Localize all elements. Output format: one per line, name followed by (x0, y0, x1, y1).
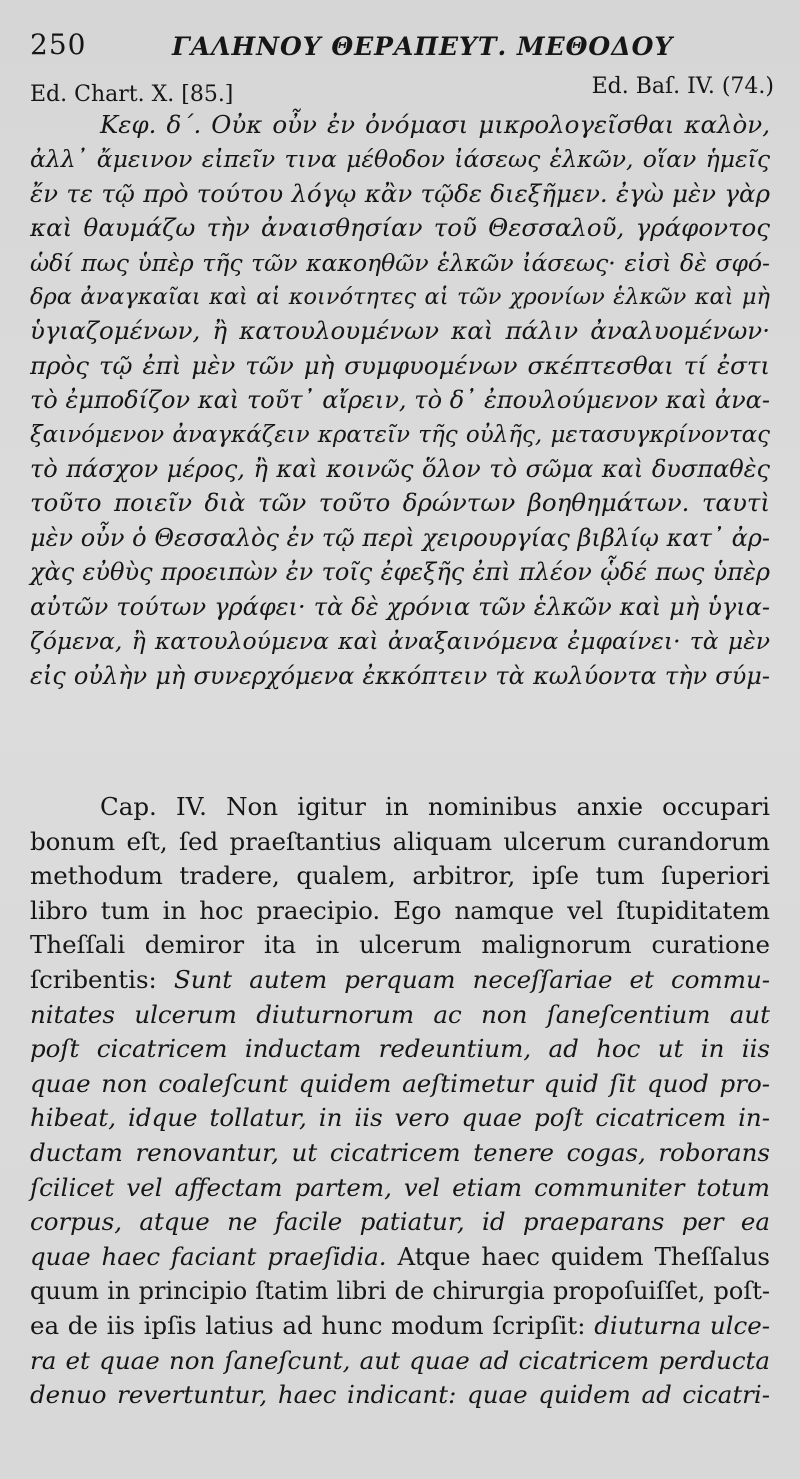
greek-text (30, 108, 770, 693)
latin-text (30, 790, 770, 1413)
greek-line: ὑγιαζομένων, ἢ κατουλουμένων καὶ πάλιν ἀναλυομένων· (30, 316, 770, 346)
edition-chartier: Ed. Chart. X. [85.] (30, 82, 234, 107)
page-number: 250 (30, 28, 87, 61)
latin-line: ſcilicet vel affectam partem, vel etiam communiter totum (30, 1172, 770, 1202)
greek-line: ξαινόμενον ἀναγκάζειν κρατεῖν τῆς οὐλῆς, μετασυγκρίνοντας (30, 421, 770, 448)
latin-line: corpus, atque ne facile patiatur, id praeparans per ea (30, 1207, 770, 1237)
latin-italic-segment: Sunt autem perquam neceſſariae et commu- (173, 964, 770, 994)
latin-line: nitates ulcerum diuturnorum ac non ſaneſcentium aut (30, 999, 770, 1029)
latin-roman-segment: ea de iis ipſis latius ad hunc modum ſcripſit: (30, 1310, 595, 1340)
latin-line (30, 1240, 770, 1275)
latin-line: denuo revertuntur, haec indicant: quae quidem ad cicatri- (30, 1380, 770, 1410)
greek-line: δρα ἀναγκαῖαι καὶ αἱ κοινότητες αἱ τῶν χρονίων ἑλκῶν καὶ μὴ (30, 284, 770, 311)
greek-line: ὡδί πως ὑπὲρ τῆς τῶν κακοηθῶν ἑλκῶν ἰάσεως· εἰσὶ δὲ σφό- (30, 248, 770, 277)
greek-line: χὰς εὐθὺς προειπὼν ἐν τοῖς ἐφεξῆς ἐπὶ πλέον ᾧδέ πως ὑπὲρ (30, 558, 770, 587)
latin-line: libro tum in hoc praecipio. Ego namque vel ſtupiditatem (30, 895, 770, 925)
latin-italic-segment: quae haec faciant praeſidia. (30, 1241, 387, 1271)
latin-line: bonum eſt, ſed praeſtantius aliquam ulcerum curandorum (30, 826, 770, 856)
greek-line: τοῦτο ποιεῖν διὰ τῶν τοῦτο δρώντων βοηθημάτων. ταυτὶ (30, 488, 770, 518)
latin-line: Theſſali demiror ita in ulcerum malignorum curatione (30, 930, 770, 960)
greek-line: ἀλλ᾽ ἄμεινον εἰπεῖν τινα μέθοδον ἰάσεως ἑλκῶν, οἵαν ἡμεῖς (30, 145, 770, 174)
latin-roman-segment: Atque haec quidem Theſſalus (386, 1241, 770, 1271)
latin-line: methodum tradere, qualem, arbitror, ipſe tum ſuperiori (30, 861, 770, 891)
edition-references (30, 74, 774, 110)
greek-line: μὲν οὖν ὁ Θεσσαλὸς ἐν τῷ περὶ χειρουργίας βιβλίῳ κατ᾽ ἀρ- (30, 523, 770, 552)
latin-roman-segment: ſcribentis: (30, 964, 174, 994)
greek-line: καὶ θαυμάζω τὴν ἀναισθησίαν τοῦ Θεσσαλοῦ, γράφοντος (30, 213, 770, 243)
greek-line: ζόμενα, ἢ κατουλούμενα καὶ ἀναξαινόμενα ἐμφαίνει· τὰ μὲν (30, 627, 770, 656)
edition-basel: Ed. Baſ. IV. (74.) (591, 74, 774, 99)
running-head (30, 24, 770, 64)
latin-line: hibeat, idque tollatur, in iis vero quae poſt cicatricem in- (30, 1103, 770, 1133)
latin-line: ra et quae non ſaneſcunt, aut quae ad cicatricem perducta (30, 1345, 770, 1375)
greek-line: αὐτῶν τούτων γράφει· τὰ δὲ χρόνια τῶν ἑλκῶν καὶ μὴ ὑγια- (30, 592, 770, 621)
greek-line: ἔν τε τῷ πρὸ τούτου λόγῳ κἂν τῷδε διεξῆμεν. ἐγὼ μὲν γὰρ (30, 178, 770, 208)
latin-line: quum in principio ſtatim libri de chirurgia propoſuiſſet, poſt- (30, 1277, 770, 1306)
latin-italic-segment: diuturna ulce- (594, 1310, 771, 1340)
latin-line: ductam renovantur, ut cicatricem tenere cogas, roborans (30, 1137, 770, 1167)
greek-line: τὸ ἐμποδίζον καὶ τοῦτ᾽ αἴρειν, τὸ δ᾽ ἐπουλούμενον καὶ ἀνα- (30, 386, 770, 415)
greek-line: εἰς οὐλὴν μὴ συνερχόμενα ἐκκόπτειν τὰ κωλύοντα τὴν σύμ- (30, 661, 770, 690)
latin-line (30, 963, 770, 998)
latin-line: Cap. IV. Non igitur in nominibus anxie occupari (100, 792, 770, 821)
greek-line: πρὸς τῷ ἐπὶ μὲν τῶν μὴ συμφυομένων σκέπτεσθαι τί ἐστι (30, 350, 770, 380)
greek-line: τὸ πάσχον μέρος, ἢ καὶ κοινῶς ὅλον τὸ σῶμα καὶ δυσπαθὲς (30, 455, 770, 484)
running-title: ΓΑΛΗΝΟΥ ΘΕΡΑΠΕΥΤ. ΜΕΘΟΔΟΥ (172, 32, 674, 61)
latin-line: quae non coaleſcunt quidem aeſtimetur quid ſit quod pro- (30, 1068, 770, 1098)
latin-line: poſt cicatricem inductam redeuntium, ad hoc ut in iis (30, 1034, 770, 1064)
greek-line: Κεφ. δ΄. Οὐκ οὖν ἐν ὀνόμασι μικρολογεῖσθαι καλὸν, (100, 110, 770, 139)
latin-line (30, 1309, 770, 1344)
